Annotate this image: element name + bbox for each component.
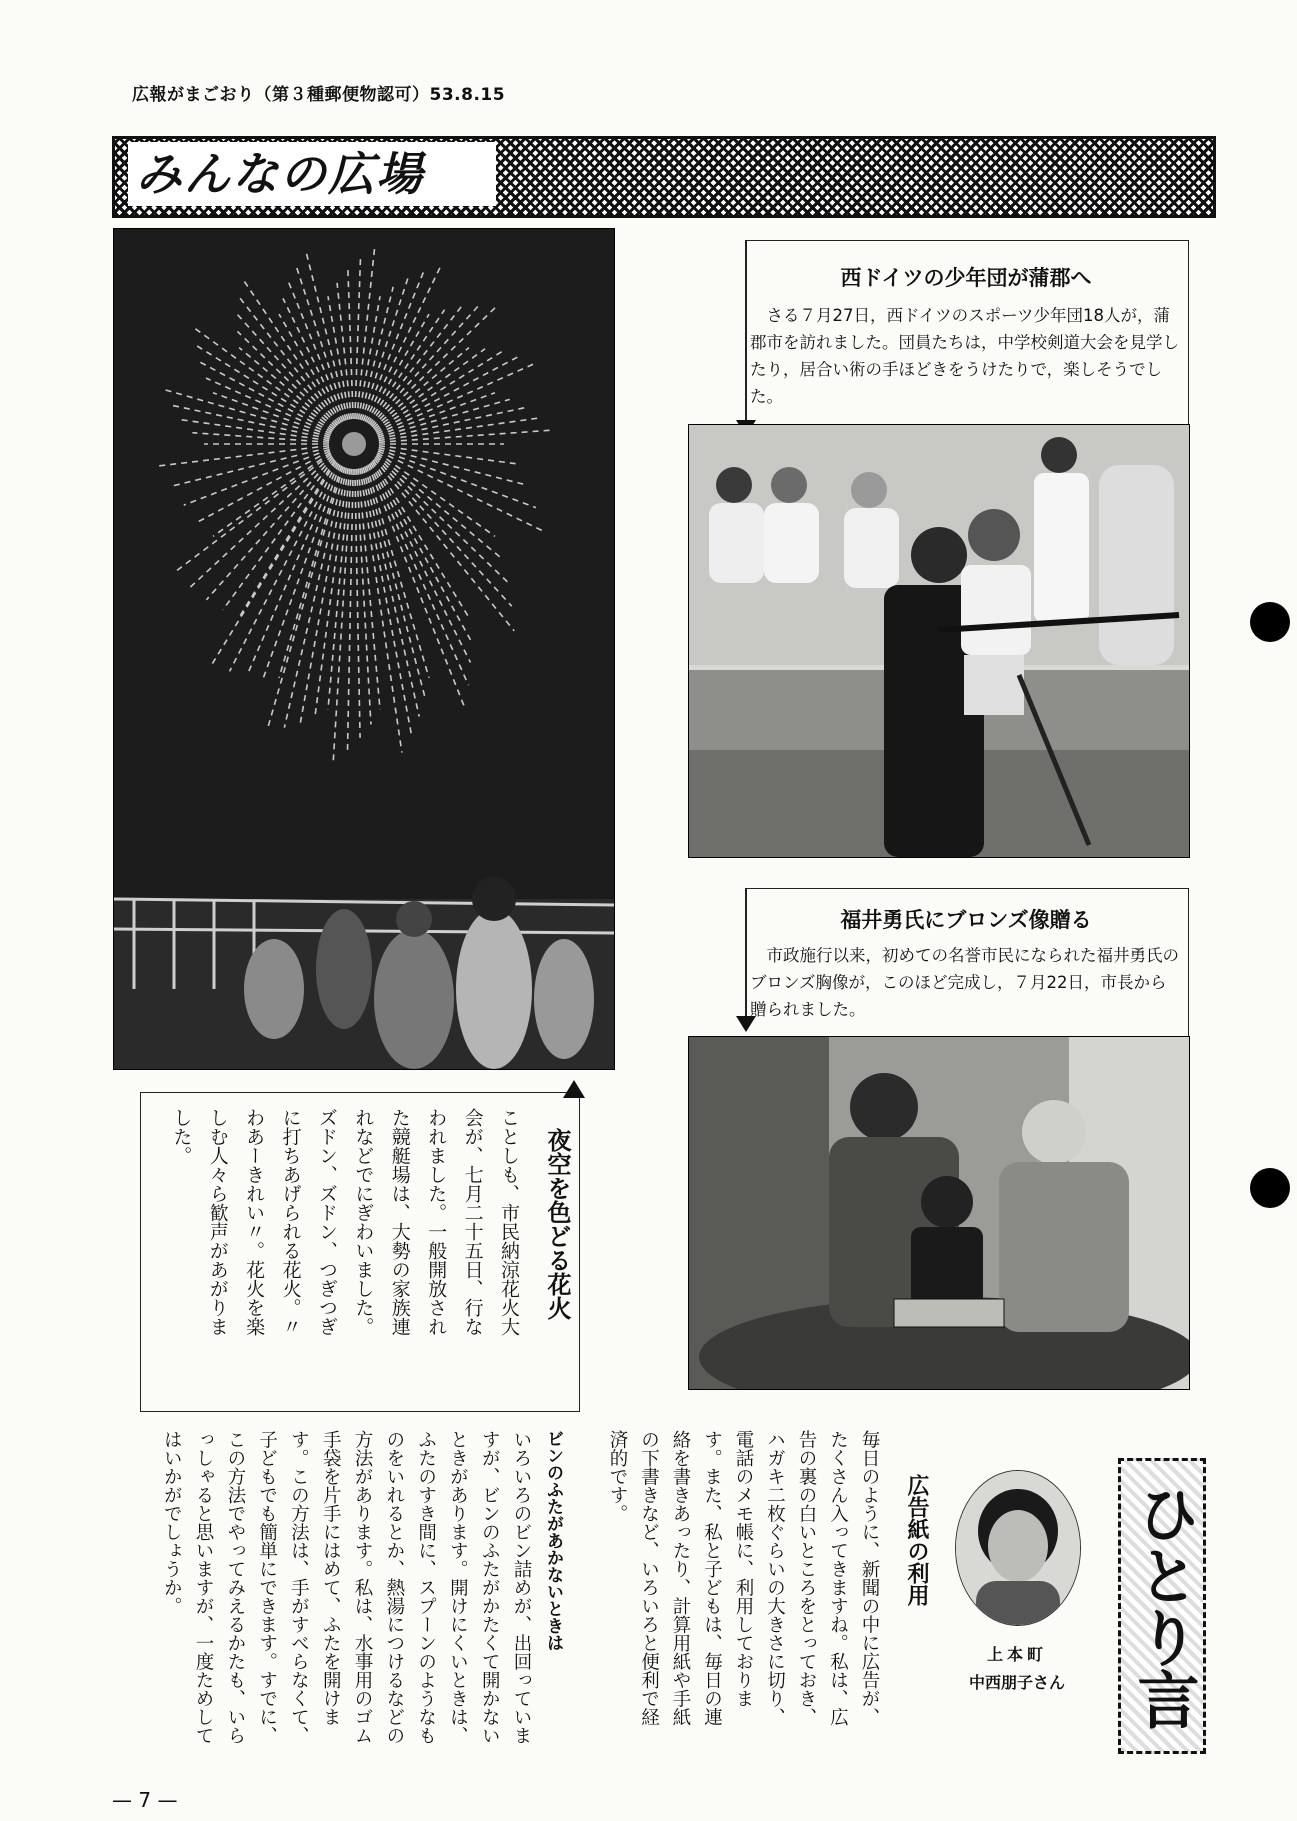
page-number: — 7 — [112,1788,178,1812]
bronze-bust-illustration [689,1037,1189,1389]
german-article-title: 西ドイツの少年団が蒲郡へ [840,266,1092,290]
column-logo: ひとり言 [1118,1458,1206,1754]
author-name: 中西朋子さん [968,1673,1065,1692]
issue-header: 広報がまごおり（第３種郵便物認可）53.8.15 [132,85,506,105]
column-body-2: いろいろのビン詰めが、出回っていますが、ビンのふたがかたくて開かないときがあります。開けにくいときは、ふたのすき間に、スプーンのようなものをいれるとか、熱湯につけるなどの方法があります。私は、水事用のゴム手袋を片手にはめて、ふたを開けます。この方法は、手がすべらなくて、子どもでも簡単にできます。すでに、この方法でやってみえるかたも、いらっしゃると思いますが、一度ためしてはいかがでしょうか。 [161,1430,532,1745]
column-body-1: 毎日のように、新聞の中に広告が、たくさん入ってきますね。私は、広告の裏の白いところをとっておき、ハガキ二枚ぐらいの大きさに切り、電話のメモ帳に、利用しております。また、私と子どもは、毎日の連絡を書きあったり、計算用紙や手紙の下書きなど、いろいろと便利で経済的です。 [607,1430,880,1726]
column-subtitle: ビンのふたがあかないときは [543,1430,563,1651]
author-area: 上本町 [986,1645,1047,1664]
arrow-up-icon [563,1080,585,1098]
bronze-article-title: 福井勇氏にブロンズ像贈る [840,908,1092,932]
german-article-leader [745,240,747,420]
fireworks-illustration [114,229,614,1069]
fireworks-article-title: 夜空を色どる花火 [543,1128,571,1320]
fireworks-photo [113,228,615,1070]
bronze-article-leader [745,888,747,1028]
portrait-illustration [956,1471,1080,1625]
german-article-body: さる７月27日，西ドイツのスポーツ少年団18人が，蒲郡市を訪れました。団員たちは，中学校剣道大会を見学したり，居合い術の手ほどきをうけたりで，楽しそうでした。 [750,306,1179,406]
bullet-dot [1250,602,1290,642]
fireworks-article-body: ことしも、市民納涼花火大会が、七月二十五日、行なわれました。一般開放された競艇場は、大勢の家族連れなどでにぎわいました。ズドン、ズドン、つぎつぎに打ちあげられる花火。〃わあーきれい〃。花火を楽しむ人々ら歓声があがりました。 [170,1108,520,1336]
kendo-demo-illustration [689,425,1189,857]
arrow-down-icon [736,1016,756,1032]
bullet-dot [1250,1168,1290,1208]
section-title: みんなの広場 [128,142,496,206]
kendo-demo-photo [688,424,1190,858]
column-title: 広告紙の利用 [904,1474,929,1606]
bronze-bust-photo [688,1036,1190,1390]
author-portrait [955,1470,1081,1626]
bronze-article-body: 市政施行以来，初めての名誉市民になられた福井勇氏のブロンズ胸像が，このほど完成し，７月22日，市長から贈られました。 [750,946,1179,1019]
